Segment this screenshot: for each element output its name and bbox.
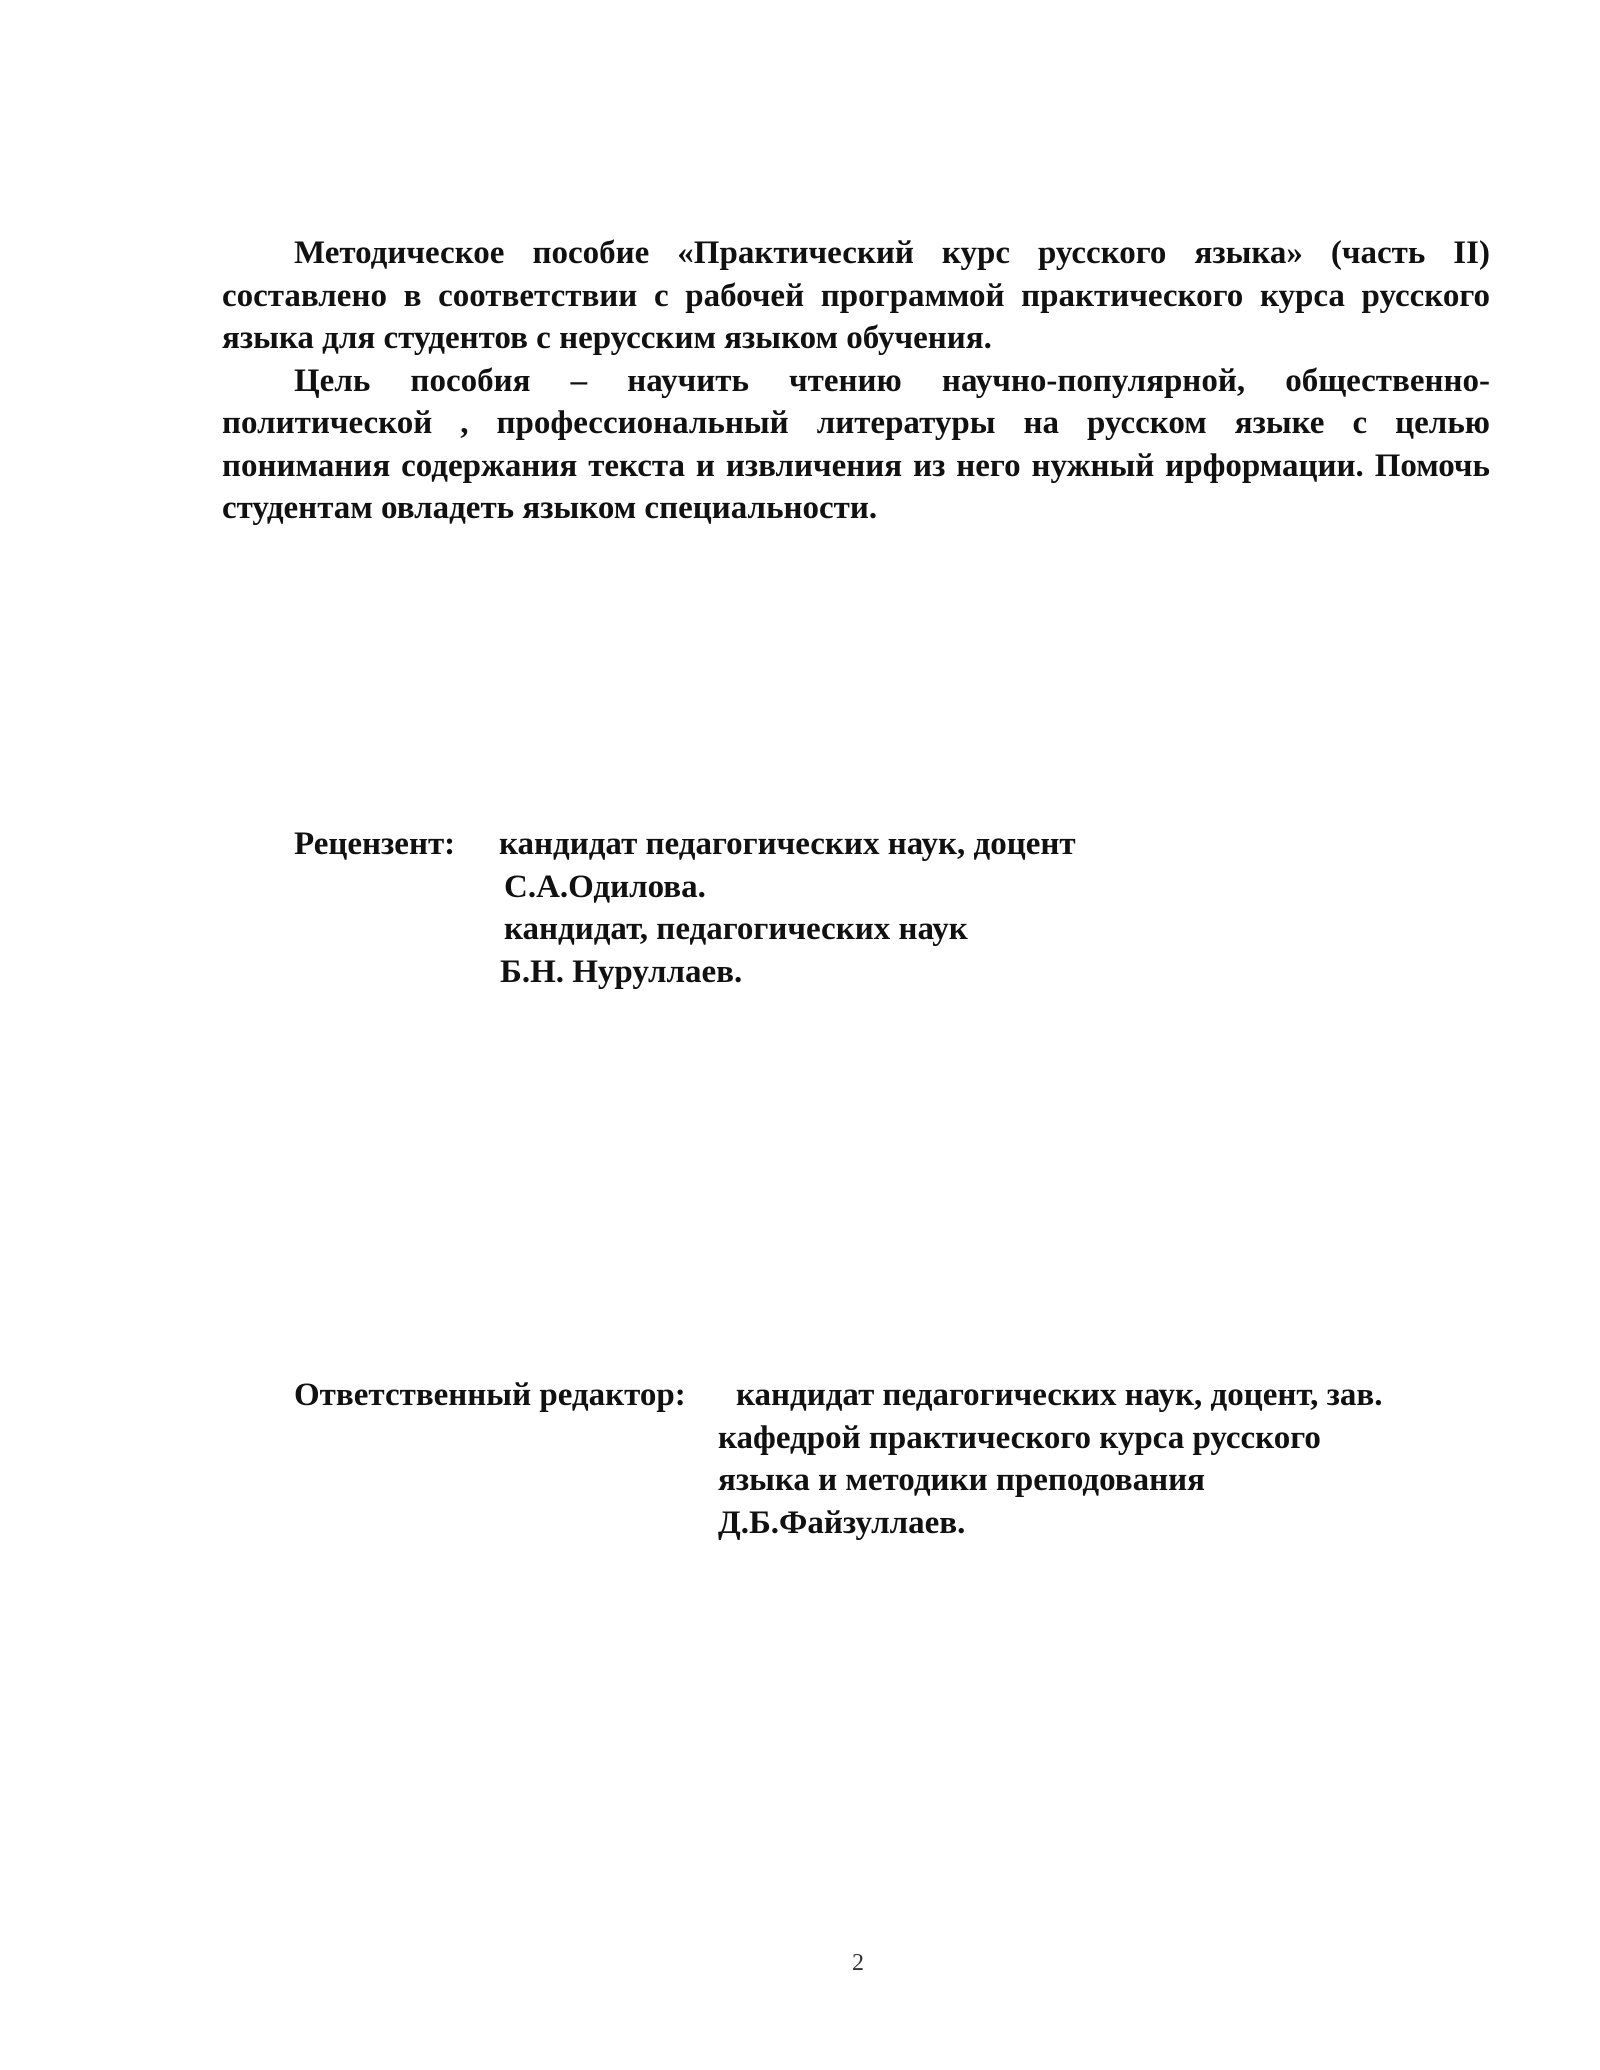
reviewer-line: Б.Н. Нуруллаев. <box>500 954 743 990</box>
reviewer-line: кандидат педагогических наук, доцент <box>499 826 1076 862</box>
reviewer-line: С.А.Одилова. <box>504 869 706 905</box>
paragraph-purpose: Методическое пособие «Практический курс русского языка» (часть II) составлено в соответствии с рабочей программой практического курса русского языка для студентов с нерусским языком обучения. <box>222 235 1490 356</box>
intro-text <box>222 232 1490 530</box>
editor-label: Ответственный редактор: <box>294 1377 686 1413</box>
editor-line: кафедрой практического курса русского <box>718 1420 1321 1456</box>
editor-line: Д.Б.Файзуллаев. <box>718 1505 966 1541</box>
reviewers-label: Рецензент: <box>294 826 456 862</box>
editor-line: кандидат педагогических наук, доцент, зав. <box>736 1377 1383 1413</box>
page-number: 2 <box>852 1950 864 1976</box>
reviewer-line: кандидат, педагогических наук <box>504 911 968 947</box>
editor-line: языка и методики преподования <box>718 1462 1205 1498</box>
paragraph-goal: Цель пособия – научить чтению научно-популярной, общественно-политической , профессиональный литературы на русском языке с целью понимания содержания текста и извличения из него нужный ирформации. Помочь студентам овладеть языком специальности. <box>222 362 1490 526</box>
